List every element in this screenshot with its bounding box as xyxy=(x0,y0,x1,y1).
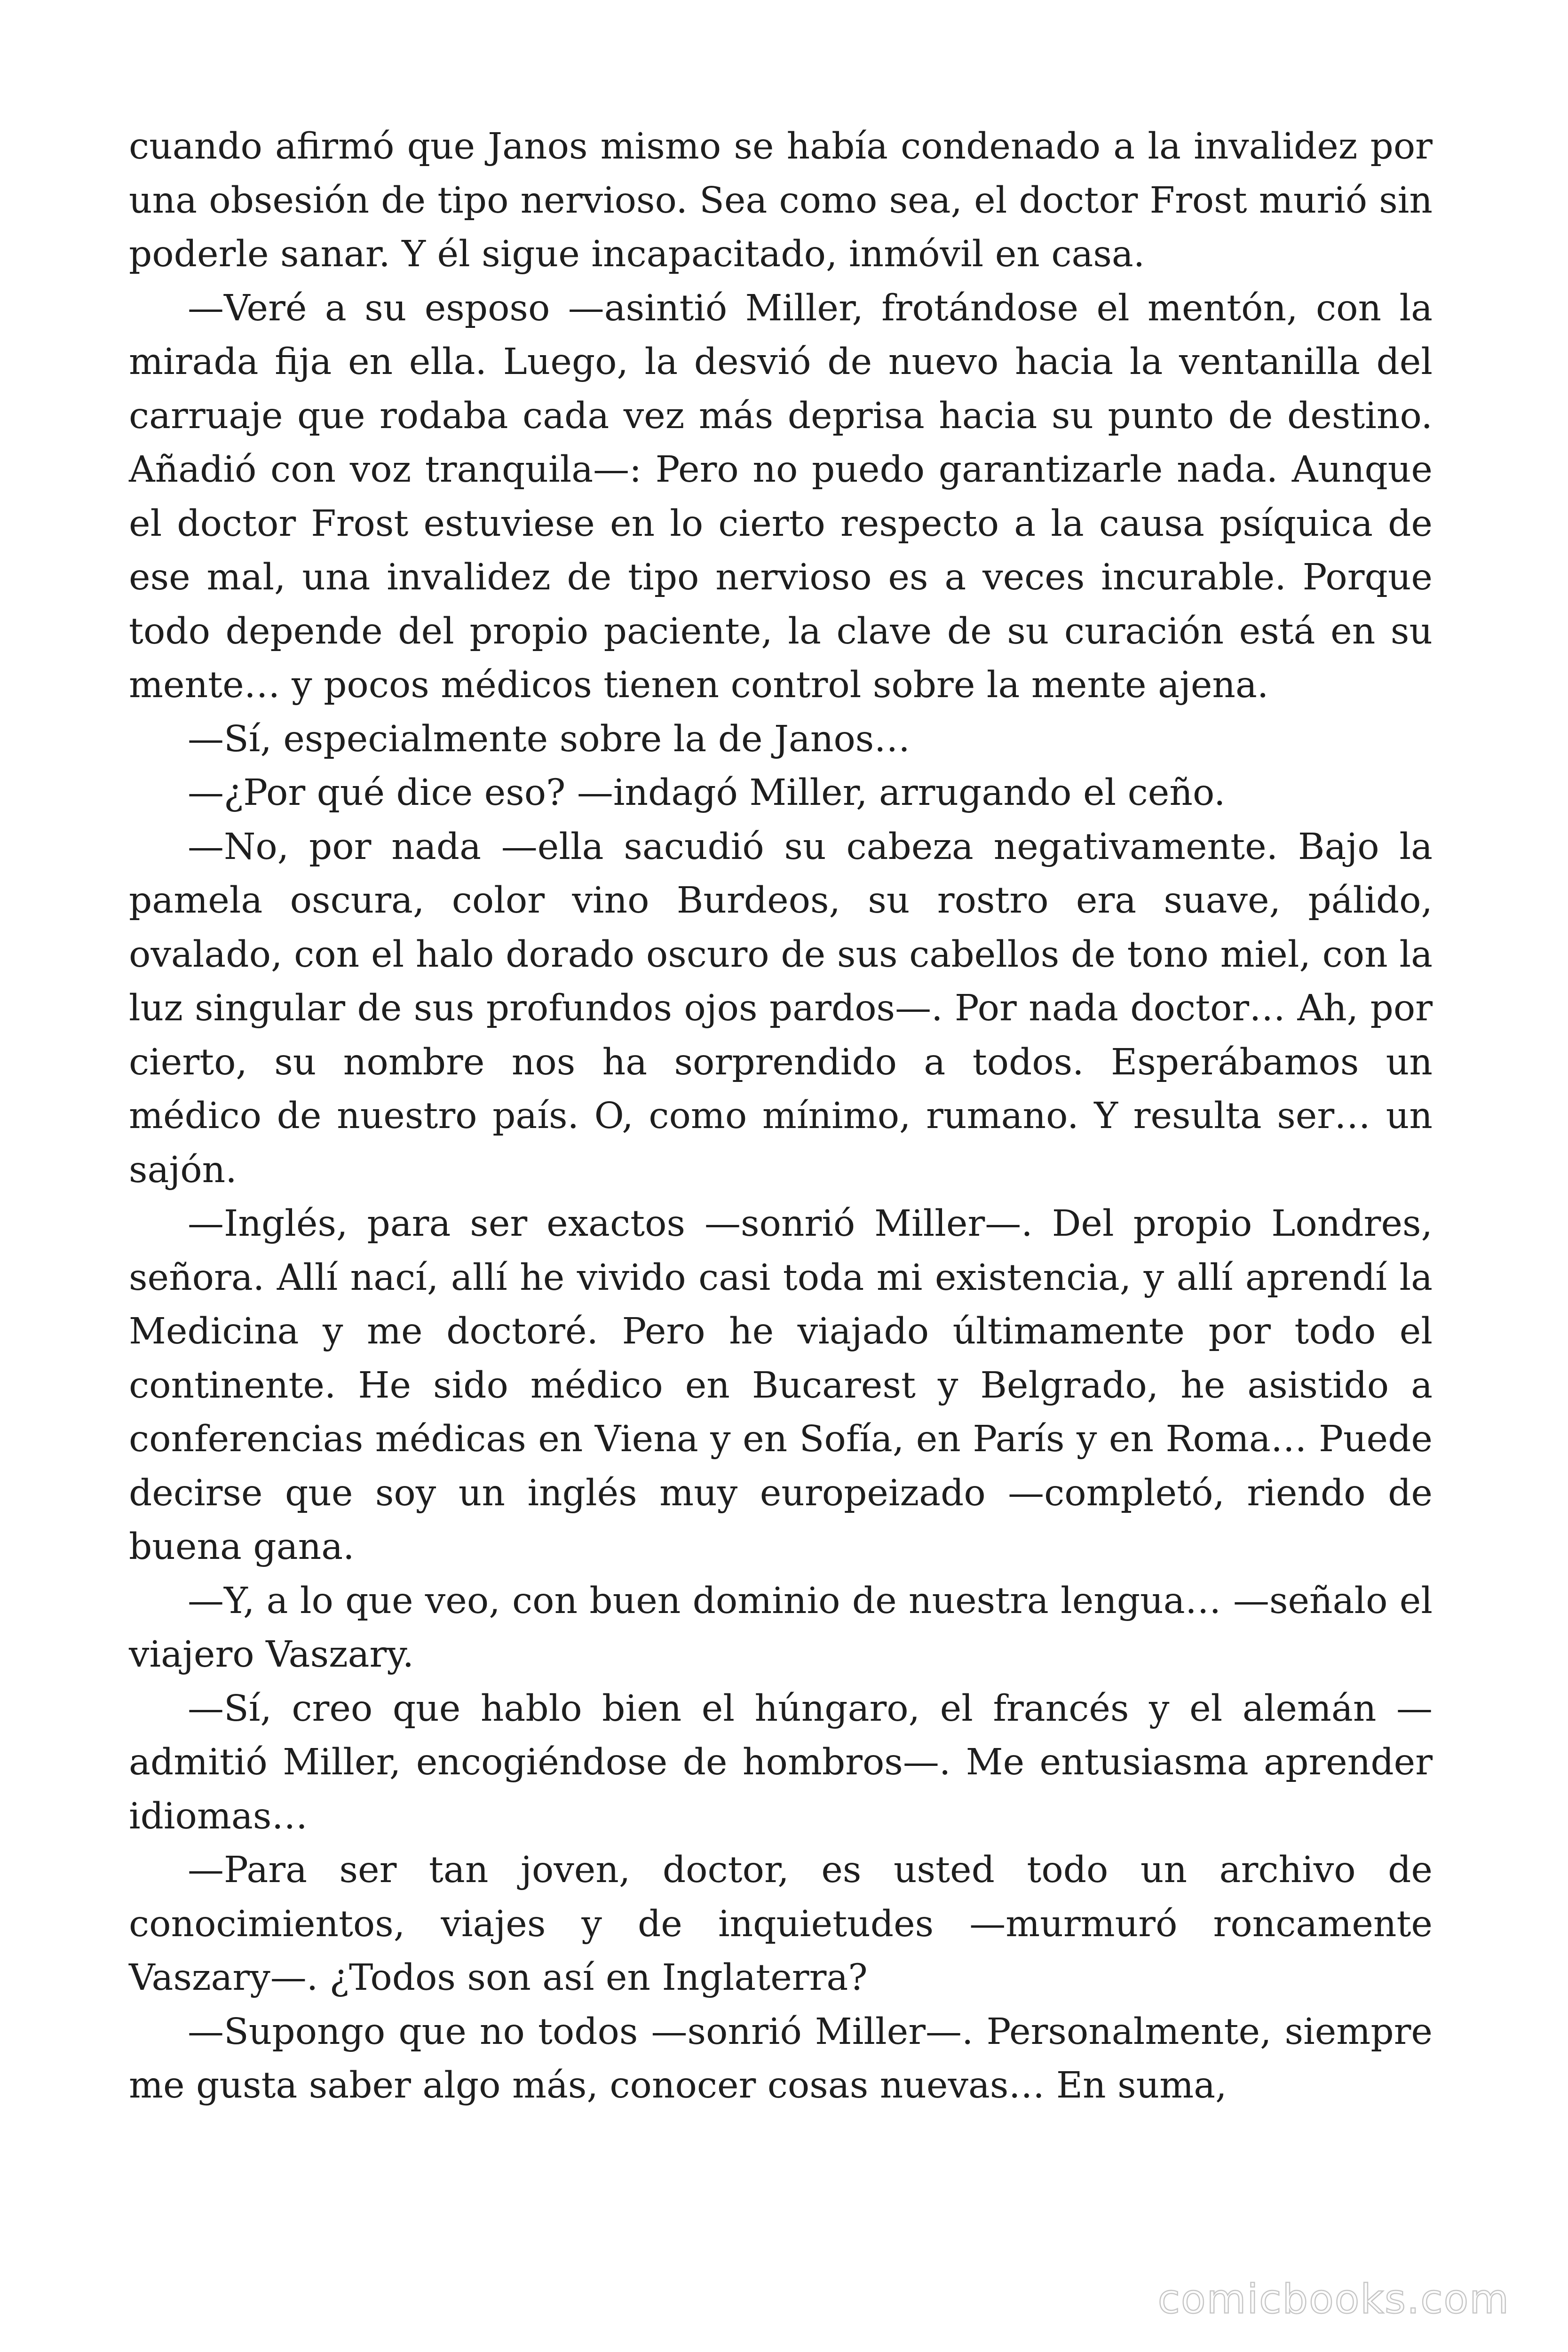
paragraph-9: —Para ser tan joven, doctor, es usted todo un archivo de conocimientos, viajes y de inquietudes —murmuró roncamente Vaszary—. ¿Todos son así en Inglaterra? xyxy=(129,1849,1433,1999)
paragraph-4: —¿Por qué dice eso? —indagó Miller, arrugando el ceño. xyxy=(188,772,1226,814)
paragraph-7: —Y, a lo que veo, con buen dominio de nuestra lengua… —señalo el viajero Vaszary. xyxy=(129,1580,1433,1676)
paragraph-6: —Inglés, para ser exactos —sonrió Miller—. Del propio Londres, señora. Allí nací, allí he vivido casi toda mi existencia, y allí aprendí la Medicina y me doctoré. Pero he viajado últimamente por todo el continente. He sido médico en Bucarest y Belgrado, he asistido a conferencias médicas en Viena y en Sofía, en París y en Roma… Puede decirse que soy un inglés muy europeizado —completó, riendo de buena gana. xyxy=(129,1203,1433,1568)
page-text xyxy=(129,120,1433,2113)
paragraph-8: —Sí, creo que hablo bien el húngaro, el francés y el alemán —admitió Miller, encogiéndose de hombros—. Me entusiasma aprender idiomas… xyxy=(129,1687,1433,1837)
watermark-logo: comicbooks.com xyxy=(1157,2276,1510,2323)
paragraph-3: —Sí, especialmente sobre la de Janos… xyxy=(188,718,911,760)
paragraph-5: —No, por nada —ella sacudió su cabeza negativamente. Bajo la pamela oscura, color vino Burdeos, su rostro era suave, pálido, ovalado, con el halo dorado oscuro de sus cabellos de tono miel, con la luz singular de sus profundos ojos pardos—. Por nada doctor… Ah, por cierto, su nombre nos ha sorprendido a todos. Esperábamos un médico de nuestro país. O, como mínimo, rumano. Y resulta ser… un sajón. xyxy=(129,826,1433,1191)
paragraph-2: —Veré a su esposo —asintió Miller, frotándose el mentón, con la mirada fija en ella. Luego, la desvió de nuevo hacia la ventanilla del carruaje que rodaba cada vez más deprisa hacia su punto de destino. Añadió con voz tranquila—: Pero no puedo garantizarle nada. Aunque el doctor Frost estuviese en lo cierto respecto a la causa psíquica de ese mal, una invalidez de tipo nervioso es a veces incurable. Porque todo depende del propio paciente, la clave de su curación está en su mente… y pocos médicos tienen control sobre la mente ajena. xyxy=(129,287,1433,706)
paragraph-10: —Supongo que no todos —sonrió Miller—. Personalmente, siempre me gusta saber algo más, conocer cosas nuevas… En suma, xyxy=(129,2010,1433,2106)
paragraph-1: cuando afirmó que Janos mismo se había condenado a la invalidez por una obsesión de tipo nervioso. Sea como sea, el doctor Frost murió sin poderle sanar. Y él sigue incapacitado, inmóvil en casa. xyxy=(129,126,1433,275)
